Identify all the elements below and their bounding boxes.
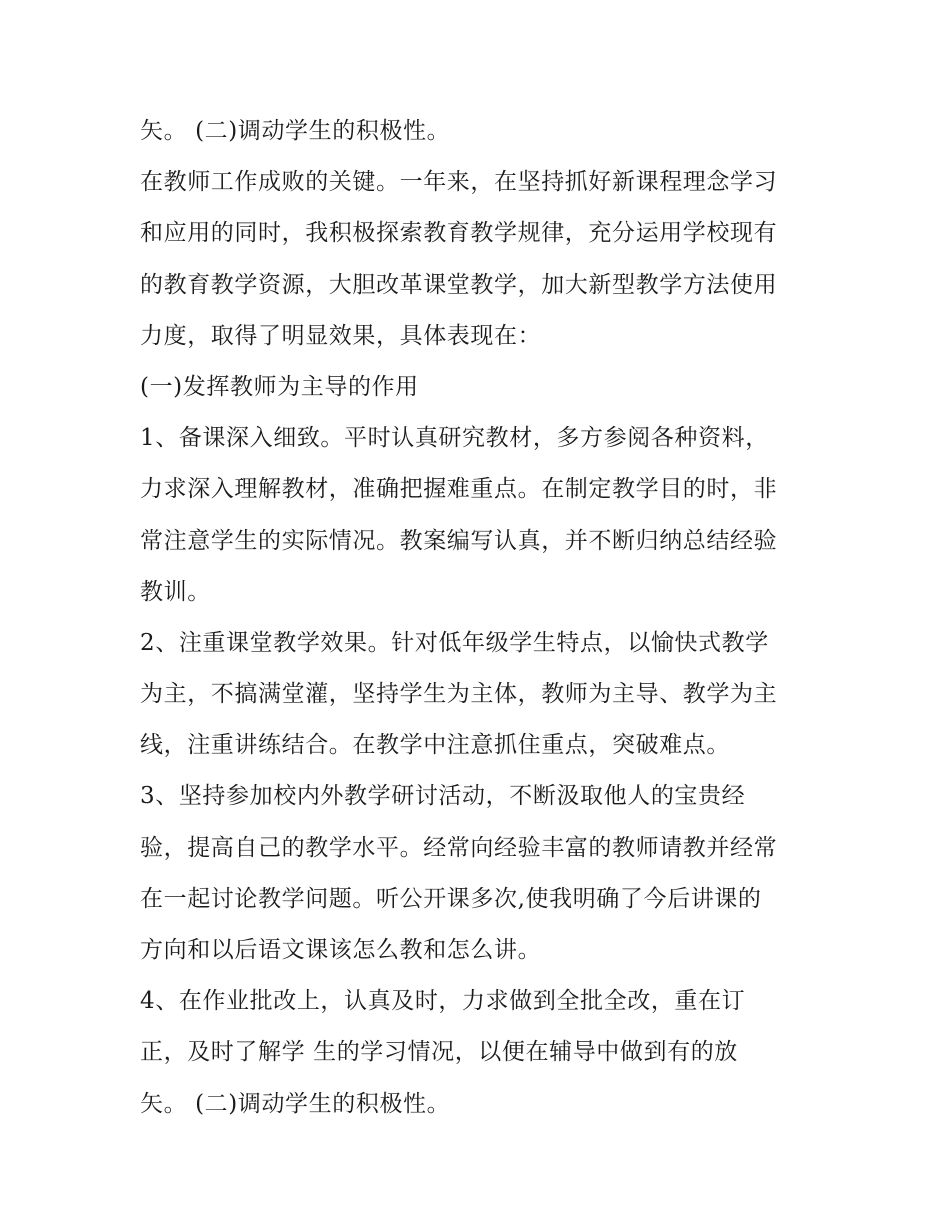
text-line: 和应用的同时，我积极探索教育教学规律，充分运用学校现有 bbox=[140, 220, 778, 247]
text-line: 验，提高自己的教学水平。经常向经验丰富的教师请教并经常 bbox=[140, 834, 778, 861]
text-line: 1、备课深入细致。平时认真研究教材，多方参阅各种资料， bbox=[140, 425, 769, 452]
text-line: 力求深入理解教材，准确把握难重点。在制定教学目的时，非 bbox=[140, 476, 778, 503]
text-line: 在教师工作成败的关键。一年来，在坚持抓好新课程理念学习 bbox=[140, 169, 778, 196]
text-line: 4、在作业批改上，认真及时，力求做到全批全改，重在订 bbox=[140, 988, 746, 1015]
text-line: 常注意学生的实际情况。教案编写认真，并不断归纳总结经验 bbox=[140, 527, 778, 554]
text-line: 为主，不搞满堂灌，坚持学生为主体，教师为主导、教学为主 bbox=[140, 681, 778, 708]
text-line: 矢。 (二)调动学生的积极性。 bbox=[140, 118, 451, 144]
section-heading: (一)发挥教师为主导的作用 bbox=[140, 373, 419, 400]
text-line: 2、注重课堂教学效果。针对低年级学生特点，以愉快式教学 bbox=[140, 629, 769, 656]
text-line: 线，注重讲练结合。在教学中注意抓住重点，突破难点。 bbox=[140, 732, 730, 759]
text-line: 力度，取得了明显效果，具体表现在： bbox=[140, 322, 542, 349]
text-line: 教训。 bbox=[140, 578, 211, 605]
text-line: 的教育教学资源，大胆改革课堂教学，加大新型教学方法使用 bbox=[140, 271, 778, 298]
text-line: 矢。 (二)调动学生的积极性。 bbox=[140, 1090, 451, 1117]
text-line: 3、坚持参加校内外教学研讨活动，不断汲取他人的宝贵经 bbox=[140, 783, 746, 810]
text-line: 正，及时了解学 生的学习情况，以便在辅导中做到有的放 bbox=[140, 1039, 738, 1066]
text-line: 在一起讨论教学问题。听公开课多次,使我明确了今后讲课的 bbox=[140, 885, 762, 912]
text-line: 方向和以后语文课该怎么教和怎么讲。 bbox=[140, 937, 542, 963]
document-body bbox=[140, 106, 830, 1130]
